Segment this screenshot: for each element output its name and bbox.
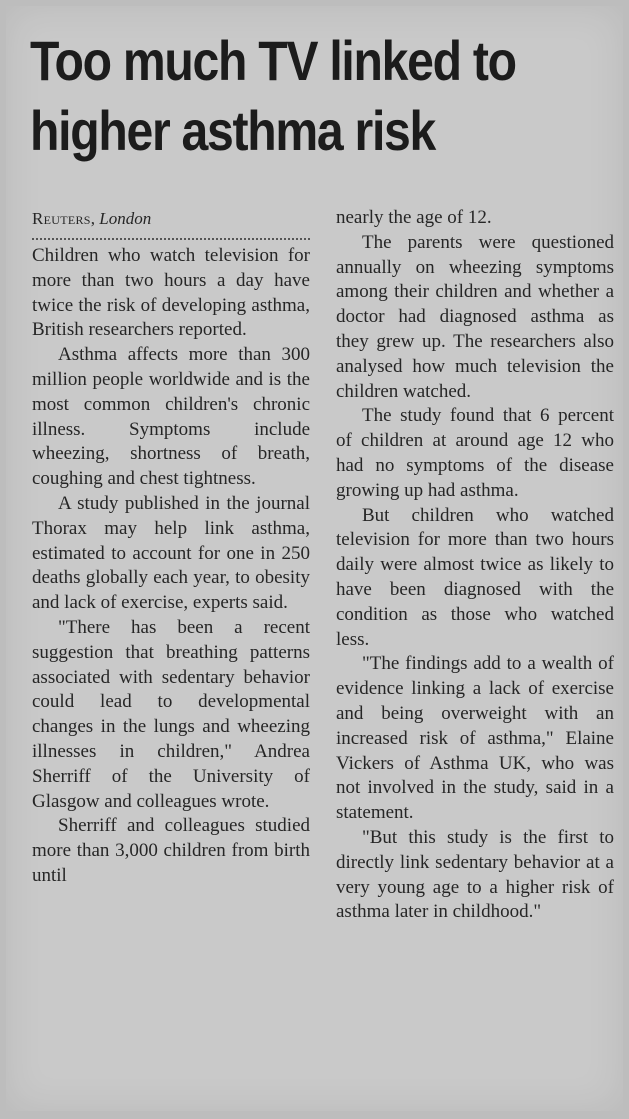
paragraph: Asthma affects more than 300 million people worldwide and is the most common children's chronic illness. Symptoms include wheezing, shortness of breath, coughing and chest tightness. bbox=[32, 344, 310, 490]
byline-separator: , bbox=[90, 209, 100, 228]
byline bbox=[32, 206, 310, 240]
paragraph: Children who watch television for more than two hours a day have twice the risk of developing asthma, British researchers reported. bbox=[32, 245, 310, 341]
headline bbox=[30, 26, 529, 166]
headline-line-2: higher asthma risk bbox=[30, 99, 436, 162]
paragraph: Sherriff and colleagues studied more than 3,000 children from birth until bbox=[32, 815, 310, 886]
byline-agency: Reuters bbox=[32, 209, 91, 228]
paragraph: "The findings add to a wealth of evidence linking a lack of exercise and being overweight with an increased risk of asthma," Elaine Vickers of Asthma UK, who was not involved in the study, said in a statement. bbox=[336, 653, 614, 824]
article-column-right bbox=[336, 206, 614, 925]
paragraph: nearly the age of 12. bbox=[336, 207, 492, 228]
paragraph: "But this study is the first to directly link sedentary behavior at a very young age to a higher risk of asthma later in childhood." bbox=[336, 826, 614, 923]
headline-line-1: Too much TV linked to bbox=[30, 29, 516, 92]
paragraph: A study published in the journal Thorax may help link asthma, estimated to account for one in 250 deaths globally each year, to obesity and lack of exercise, experts said. bbox=[32, 492, 310, 614]
paragraph: The parents were questioned annually on wheezing symptoms among their children and whether a doctor had diagnosed asthma as they grew up. The researchers also analysed how much television the children watched. bbox=[336, 231, 614, 402]
paragraph: But children who watched television for more than two hours daily were almost twice as likely to have been diagnosed with the condition as those who watched less. bbox=[336, 504, 614, 650]
paragraph: "There has been a recent suggestion that breathing patterns associated with sedentary behavior could lead to developmental changes in the lungs and wheezing illnesses in children," Andrea Sherriff of the University of Glasgow and colleagues wrote. bbox=[32, 616, 310, 812]
article-column-left bbox=[32, 206, 310, 889]
paragraph: The study found that 6 percent of children at around age 12 who had no symptoms of the disease growing up had asthma. bbox=[336, 405, 614, 501]
byline-city: London bbox=[99, 209, 152, 228]
